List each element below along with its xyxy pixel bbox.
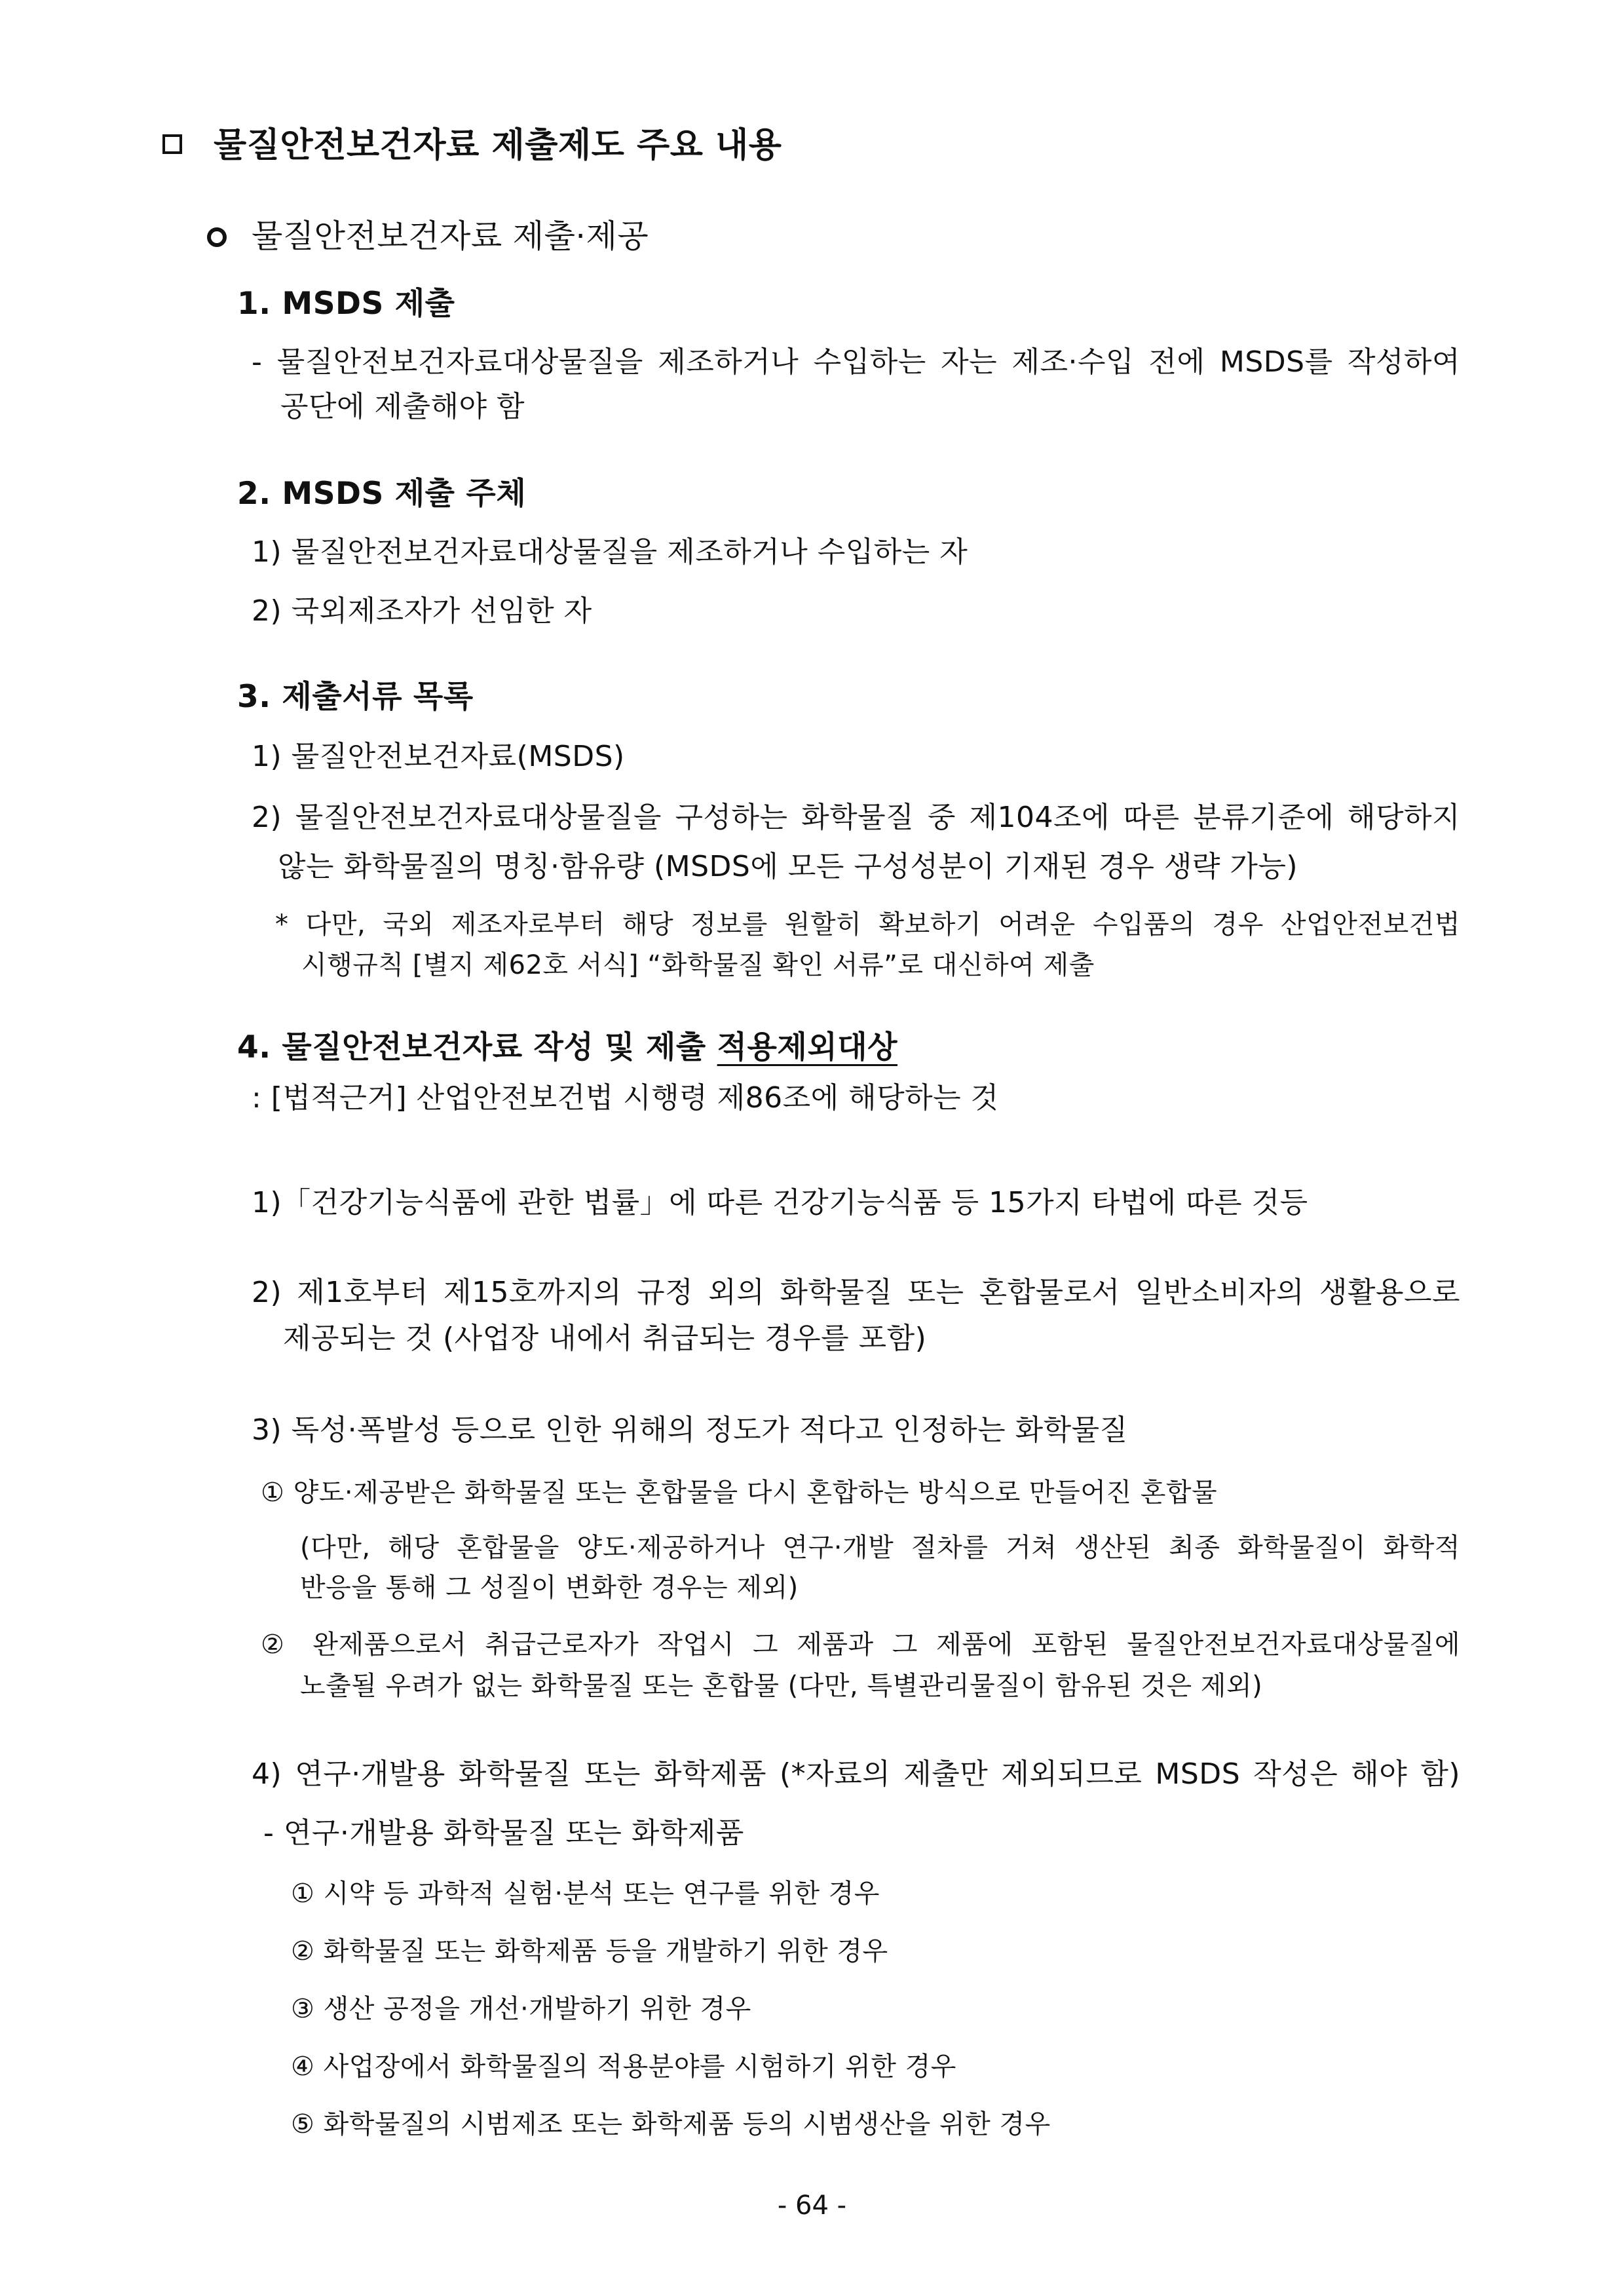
page-number: - 64 - <box>777 2191 847 2221</box>
section-3-title: 3. 제출서류 목록 <box>237 679 474 715</box>
section-2-item-2: 2) 국외제조자가 선임한 자 <box>252 594 592 628</box>
section-4-item-3-note-line-2: 반응을 통해 그 성질이 변화한 경우는 제외) <box>300 1573 799 1603</box>
section-4-item-3: 3) 독성·폭발성 등으로 인한 위해의 정도가 적다고 인정하는 화학물질 <box>252 1413 1128 1447</box>
section-4-item-4-sub: - 연구·개발용 화학물질 또는 화학제품 <box>263 1816 744 1850</box>
section-4-title <box>237 1029 897 1067</box>
research-case-2: ② 화학물질 또는 화학제품 등을 개발하기 위한 경우 <box>291 1936 888 1966</box>
section-1-line-1: - 물질안전보건자료대상물질을 제조하거나 수입하는 자는 제조·수입 전에 MSDS를 작성하여 <box>252 345 1460 379</box>
section-3-item-2-line-1: 2) 물질안전보건자료대상물질을 구성하는 화학물질 중 제104조에 따른 분류기준에 해당하지 <box>252 801 1460 834</box>
section-4-title-prefix: 4. 물질안전보건자료 작성 및 제출 <box>237 1029 717 1065</box>
page-heading: 물질안전보건자료 제출제도 주요 내용 <box>214 126 782 165</box>
section-4-title-underlined: 적용제외대상 <box>717 1029 898 1065</box>
section-3-note-line-1: * 다만, 국외 제조자로부터 해당 정보를 원할히 확보하기 어려운 수입품의 경우 산업안전보건법 <box>275 909 1460 940</box>
section-1-title: 1. MSDS 제출 <box>237 286 455 322</box>
section-4-item-3-note-line-1: (다만, 해당 혼합물을 양도·제공하거나 연구·개발 절차를 거쳐 생산된 최종 화학물질이 화학적 <box>300 1533 1460 1563</box>
section-4-item-3-circled-2-line-2: 노출될 우려가 없는 화학물질 또는 혼합물 (다만, 특별관리물질이 함유된 것은 제외) <box>300 1671 1263 1701</box>
section-4-item-3-circled-1: ① 양도·제공받은 화학물질 또는 혼합물을 다시 혼합하는 방식으로 만들어진 혼합물 <box>261 1478 1218 1508</box>
section-2-item-1: 1) 물질안전보건자료대상물질을 제조하거나 수입하는 자 <box>252 535 968 569</box>
section-2-title: 2. MSDS 제출 주체 <box>237 476 527 512</box>
circle-bullet-icon <box>207 227 227 247</box>
square-bullet-icon <box>162 134 182 154</box>
section-1-line-2: 공단에 제출해야 함 <box>280 390 525 423</box>
section-3-item-1: 1) 물질안전보건자료(MSDS) <box>252 740 625 773</box>
research-case-1: ① 시약 등 과학적 실험·분석 또는 연구를 위한 경우 <box>291 1879 880 1909</box>
subheading: 물질안전보건자료 제출·제공 <box>252 218 649 255</box>
section-4-item-4: 4) 연구·개발용 화학물질 또는 화학제품 (*자료의 제출만 제외되므로 MSDS 작성은 해야 함) <box>252 1757 1460 1791</box>
section-3-note-line-2: 시행규칙 [별지 제62호 서식] “화학물질 확인 서류”로 대신하여 제출 <box>301 950 1095 980</box>
research-case-5: ⑤ 화학물질의 시범제조 또는 화학제품 등의 시범생산을 위한 경우 <box>291 2109 1051 2139</box>
section-4-item-2-line-1: 2) 제1호부터 제15호까지의 규정 외의 화학물질 또는 혼합물로서 일반소비자의 생활용으로 <box>252 1276 1460 1309</box>
section-4-legal-basis: : [법적근거] 산업안전보건법 시행령 제86조에 해당하는 것 <box>252 1081 999 1115</box>
research-case-4: ④ 사업장에서 화학물질의 적용분야를 시험하기 위한 경우 <box>291 2052 956 2082</box>
section-4-item-1: 1)「건강기능식품에 관한 법률」에 따른 건강기능식품 등 15가지 타법에 따른 것등 <box>252 1186 1308 1219</box>
section-4-item-2-line-2: 제공되는 것 (사업장 내에서 취급되는 경우를 포함) <box>283 1322 927 1355</box>
section-4-item-3-circled-2-line-1: ② 완제품으로서 취급근로자가 작업시 그 제품과 그 제품에 포함된 물질안전보건자료대상물질에 <box>261 1630 1460 1660</box>
section-3-item-2-line-2: 않는 화학물질의 명칭·함유량 (MSDS에 모든 구성성분이 기재된 경우 생략 가능) <box>278 850 1298 883</box>
research-case-3: ③ 생산 공정을 개선·개발하기 위한 경우 <box>291 1994 751 2024</box>
